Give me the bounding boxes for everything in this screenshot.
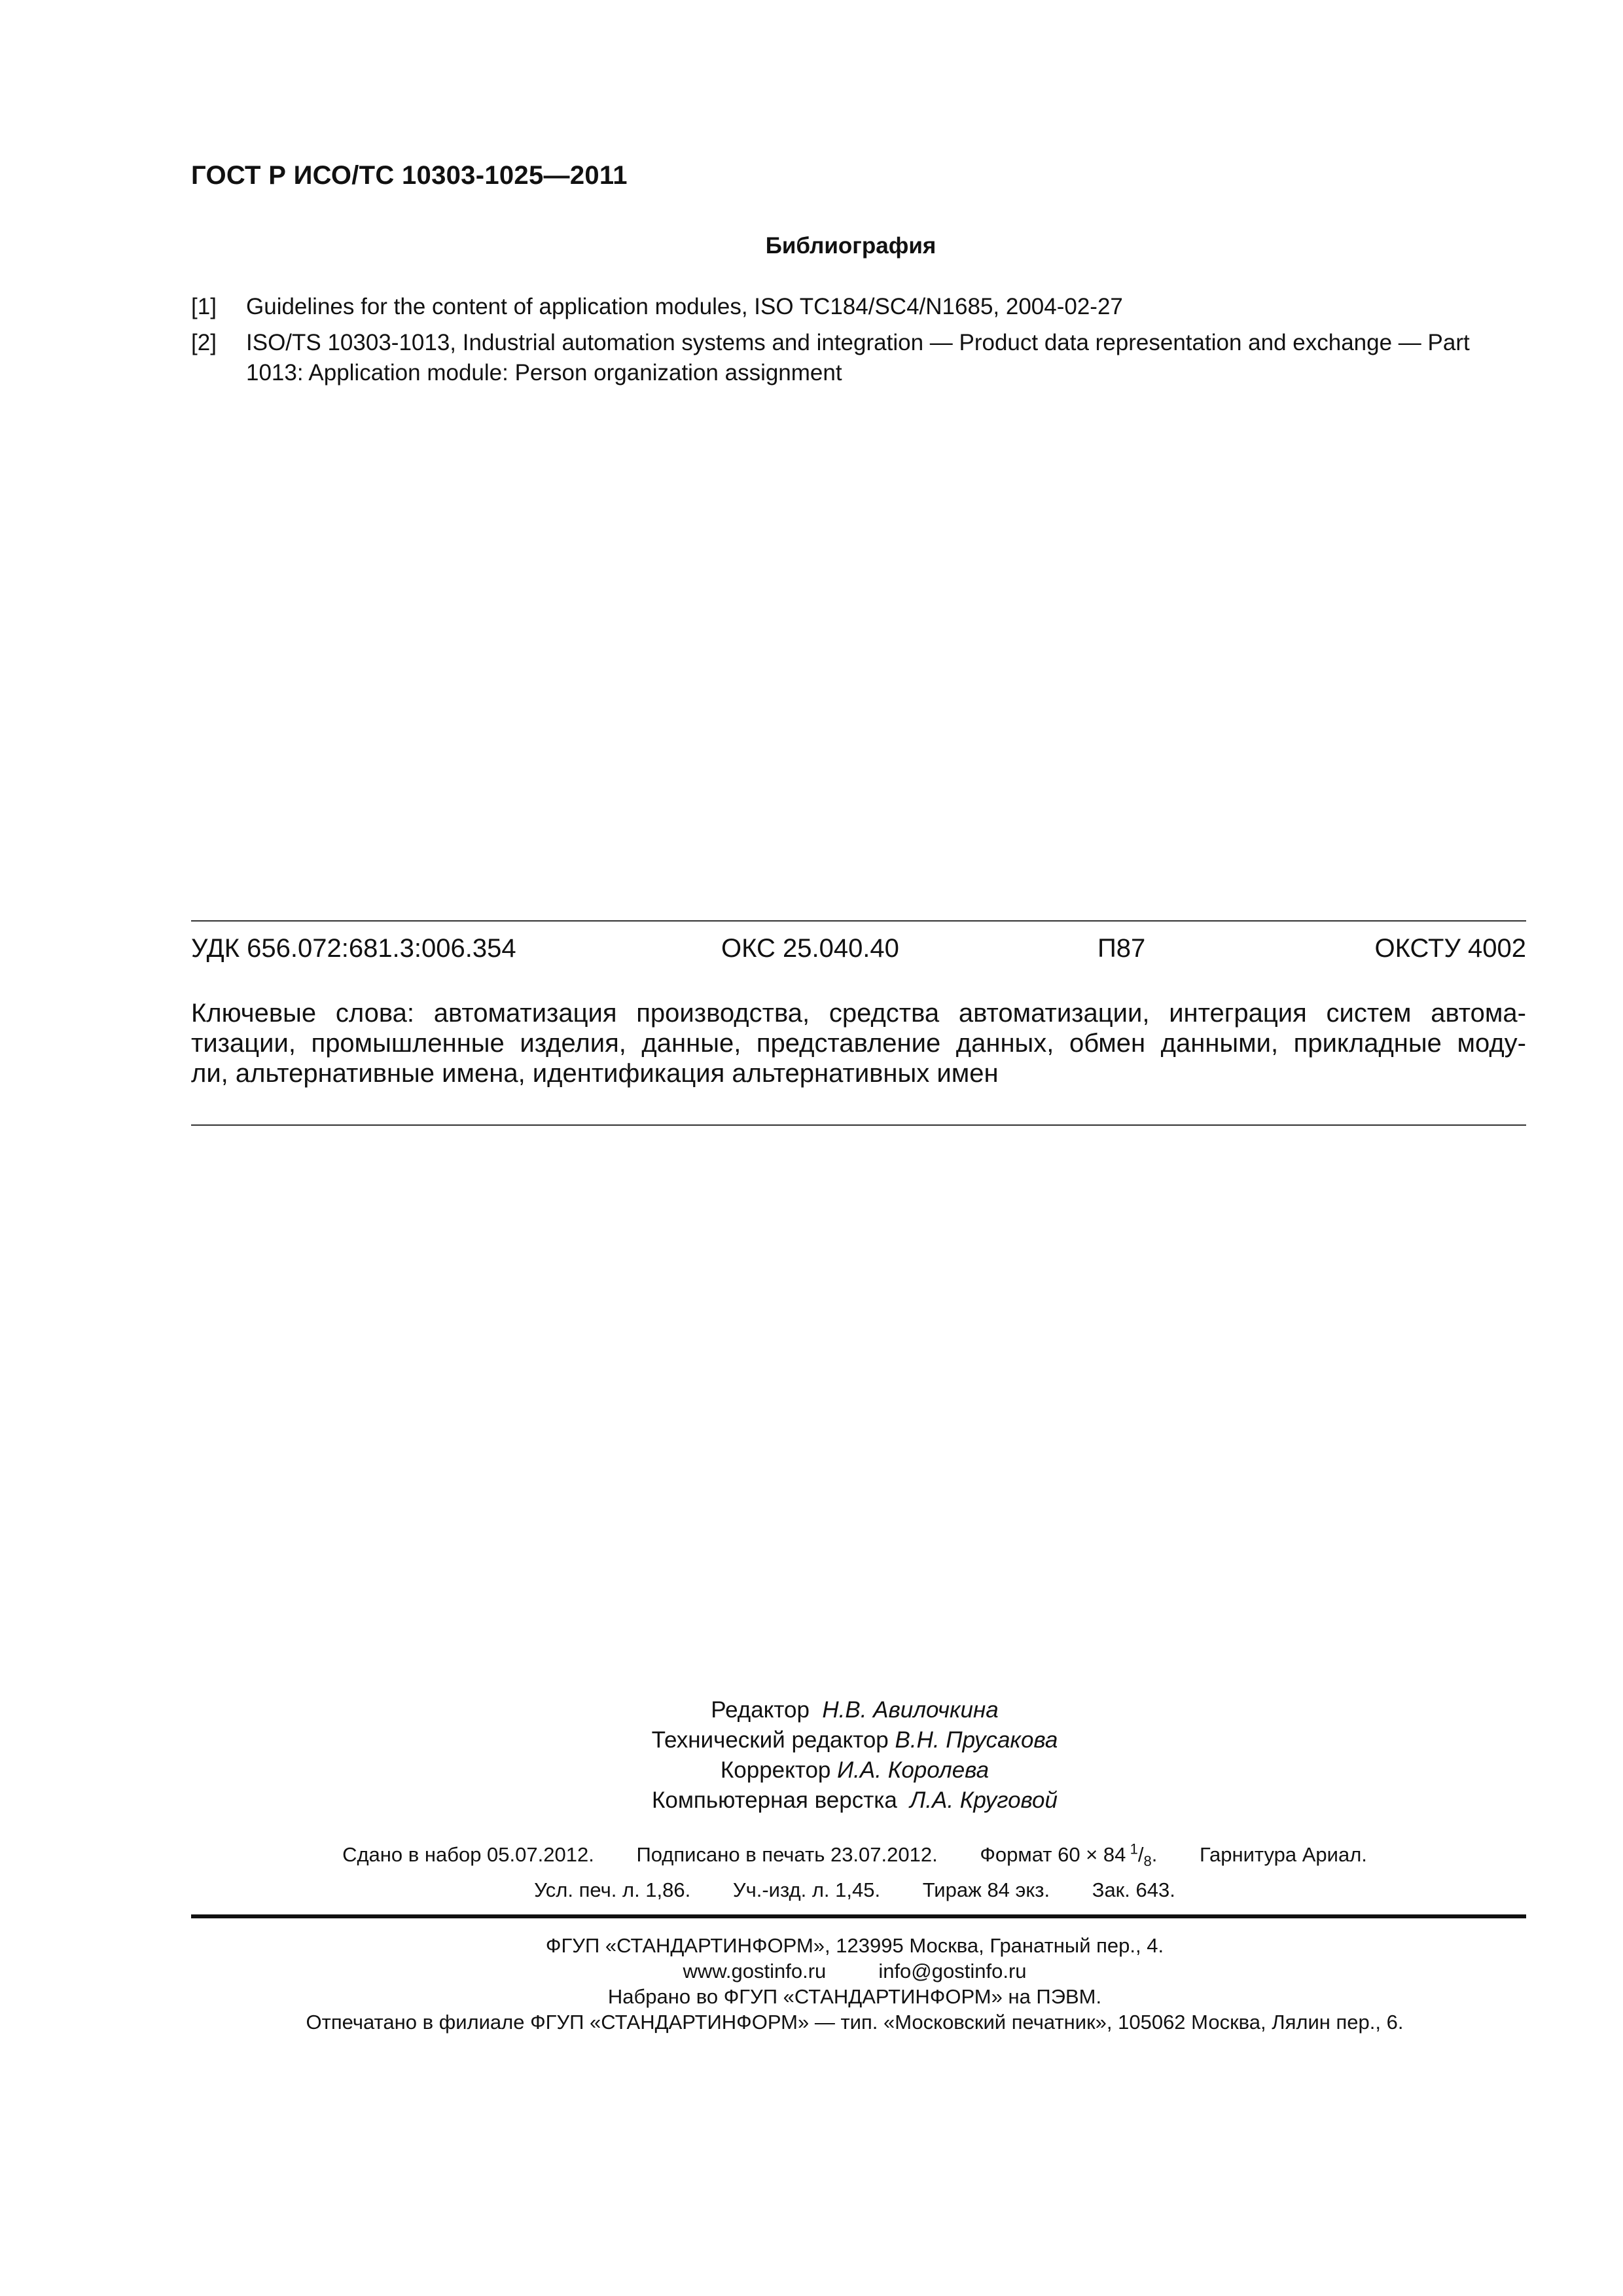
bibliography-list <box>191 292 1526 394</box>
reference-text: Guidelines for the content of application modules, ISO TC184/SC4/N1685, 2004-02-27 <box>246 294 1123 319</box>
format-fraction-denominator: 8 <box>1143 1853 1152 1870</box>
bibliography-entry <box>191 292 1526 322</box>
udk-code: УДК 656.072:681.3:006.354 <box>191 934 516 963</box>
editor-credit <box>0 1695 1623 1725</box>
corrector-label: Корректор <box>720 1757 831 1783</box>
publishing-details-line2 <box>0 1878 1623 1902</box>
bibliography-entry <box>191 328 1526 388</box>
document-code-header: ГОСТ Р ИСО/ТС 10303-1025—2011 <box>191 161 628 190</box>
layout-credit <box>0 1785 1623 1816</box>
order-number: Зак. 643. <box>1092 1878 1175 1901</box>
divider-bottom <box>191 1124 1526 1126</box>
reference-text: ISO/TS 10303-1013, Industrial automation systems and integration — Product data representation and exchange — Part 1013: Application module: Person organization assignment <box>246 330 1470 386</box>
reference-number: [1] <box>191 294 217 319</box>
keywords <box>191 998 1526 1088</box>
format-fraction-numerator: 1 <box>1130 1841 1138 1857</box>
bibliography-title: Библиография <box>765 233 936 259</box>
publisher-email: info@gostinfo.ru <box>878 1960 1027 1982</box>
printed-sheets: Усл. печ. л. 1,86. <box>534 1878 691 1901</box>
printed-note: Отпечатано в филиале ФГУП «СТАНДАРТИНФОРМ» — тип. «Московский печатник», 105062 Москва, Лялин пер., 6. <box>306 2011 1404 2034</box>
signed-date: Подписано в печать 23.07.2012. <box>636 1843 938 1867</box>
group-code: П87 <box>1097 934 1146 963</box>
footer-thick-rule <box>191 1914 1526 1918</box>
paper-format: Формат 60 × 84 $^1/_8$. <box>980 1841 1158 1870</box>
reference-number: [2] <box>191 330 217 355</box>
publisher-contacts <box>0 1958 1623 1984</box>
typeface: Гарнитура Ариал. <box>1199 1843 1367 1867</box>
okstu-code: ОКСТУ 4002 <box>1374 934 1526 963</box>
publishing-sheets: Уч.-изд. л. 1,45. <box>732 1878 881 1901</box>
editor-name: Н.В. Авилочкина <box>822 1697 999 1723</box>
keywords-line: Ключевые слова: автоматизация производства, средства автоматизации, интеграция систем автома- <box>191 999 1526 1028</box>
tech-editor-name: В.Н. Прусакова <box>895 1727 1058 1753</box>
corrector-name: И.А. Королева <box>837 1757 990 1783</box>
oks-code: ОКС 25.040.40 <box>721 934 899 963</box>
publisher-website: www.gostinfo.ru <box>683 1960 827 1982</box>
typeset-note: Набрано во ФГУП «СТАНДАРТИНФОРМ» на ПЭВМ. <box>607 1985 1102 2008</box>
editorial-credits <box>0 1695 1623 1816</box>
layout-name: Л.А. Круговой <box>910 1787 1058 1813</box>
editor-label: Редактор <box>711 1697 810 1723</box>
print-run: Тираж 84 экз. <box>922 1878 1050 1901</box>
keywords-line: ли, альтернативные имена, идентификация альтернативных имен <box>191 1059 999 1088</box>
classification-codes <box>191 934 1526 967</box>
publishing-details-line1 <box>0 1841 1623 1871</box>
layout-label: Компьютерная верстка <box>651 1787 897 1813</box>
keywords-line: тизации, промышленные изделия, данные, представление данных, обмен данными, прикладные моду- <box>191 1029 1526 1058</box>
corrector-credit <box>0 1755 1623 1785</box>
publisher-address: ФГУП «СТАНДАРТИНФОРМ», 123995 Москва, Гранатный пер., 4. <box>545 1934 1164 1957</box>
submitted-date: Сдано в набор 05.07.2012. <box>342 1843 594 1867</box>
tech-editor-label: Технический редактор <box>651 1727 889 1753</box>
divider-top <box>191 920 1526 922</box>
publisher-footer <box>0 1933 1623 2035</box>
tech-editor-credit <box>0 1725 1623 1755</box>
